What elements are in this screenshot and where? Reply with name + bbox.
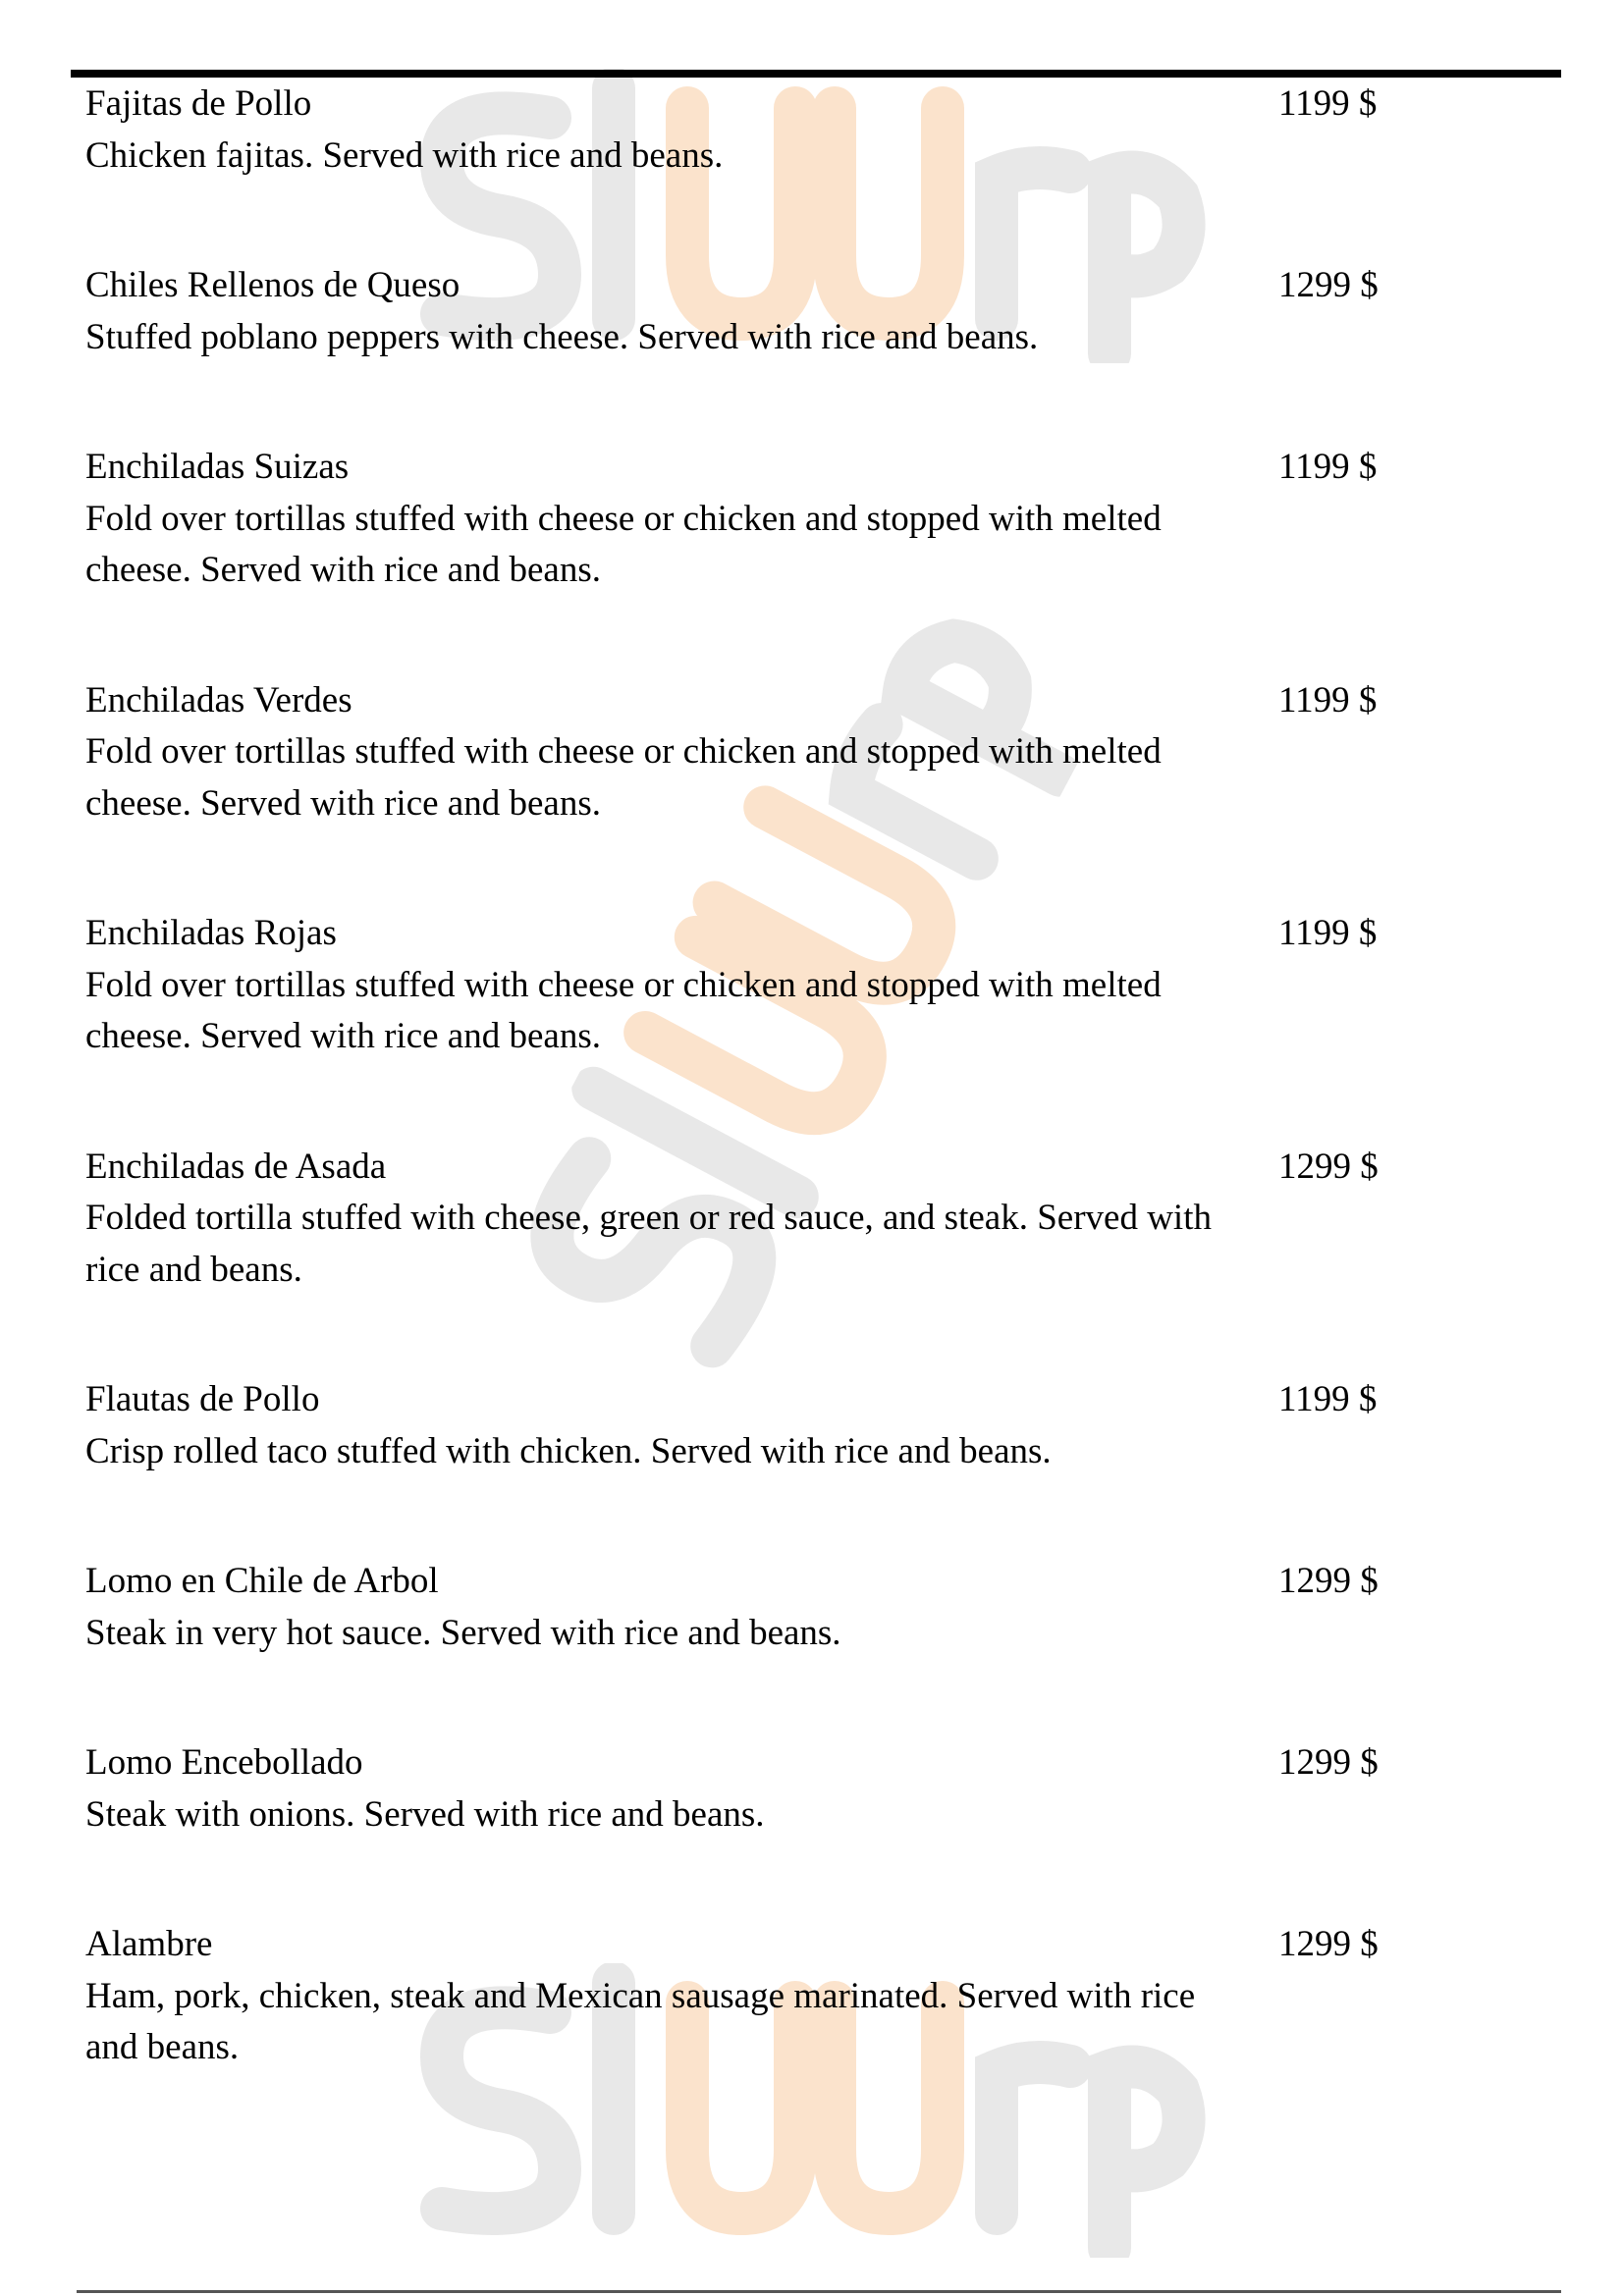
item-price: 1199 $ <box>1278 1379 1378 1419</box>
item-description: Ham, pork, chicken, steak and Mexican sausage marinated. Served with rice and beans. <box>85 1975 1196 2067</box>
item-price: 1199 $ <box>1278 447 1378 487</box>
item-name: Enchiladas Verdes <box>85 679 352 721</box>
menu-item <box>85 1737 1558 1841</box>
item-price: 1199 $ <box>1278 679 1378 721</box>
item-price: 1199 $ <box>1278 83 1378 124</box>
item-name: Flautas de Pollo <box>85 1379 320 1419</box>
menu-list <box>85 79 1558 2153</box>
item-description: Chicken fajitas. Served with rice and beans. <box>85 134 724 176</box>
item-price: 1299 $ <box>1278 1924 1379 1964</box>
menu-item <box>85 1919 1558 2074</box>
menu-item <box>85 1142 1558 1297</box>
item-price: 1299 $ <box>1278 1146 1379 1187</box>
top-divider <box>71 70 1561 78</box>
item-description: Stuffed poblano peppers with cheese. Served with rice and beans. <box>85 316 1039 357</box>
item-name: Enchiladas Rojas <box>85 913 337 953</box>
item-name: Fajitas de Pollo <box>85 83 312 124</box>
item-name: Lomo Encebollado <box>85 1742 363 1783</box>
menu-item <box>85 908 1558 1063</box>
menu-item <box>85 260 1558 363</box>
menu-item <box>85 79 1558 182</box>
item-price: 1299 $ <box>1278 1742 1379 1783</box>
item-description: Crisp rolled taco stuffed with chicken. Served with rice and beans. <box>85 1430 1052 1471</box>
item-name: Enchiladas de Asada <box>85 1146 387 1187</box>
item-price: 1299 $ <box>1278 265 1379 305</box>
menu-item <box>85 1556 1558 1659</box>
menu-item <box>85 1374 1558 1477</box>
item-name: Chiles Rellenos de Queso <box>85 265 460 305</box>
item-price: 1299 $ <box>1278 1561 1379 1601</box>
bottom-divider <box>77 2290 1561 2293</box>
menu-item <box>85 675 1558 830</box>
item-name: Alambre <box>85 1924 213 1964</box>
item-name: Enchiladas Suizas <box>85 447 350 487</box>
menu-item <box>85 442 1558 597</box>
item-name: Lomo en Chile de Arbol <box>85 1561 439 1601</box>
item-description: Steak in very hot sauce. Served with rice and beans. <box>85 1612 841 1653</box>
item-description: Fold over tortillas stuffed with cheese or chicken and stopped with melted cheese. Served with rice and beans. <box>85 498 1162 590</box>
item-description: Folded tortilla stuffed with cheese, green or red sauce, and steak. Served with rice and beans. <box>85 1198 1212 1290</box>
item-description: Steak with onions. Served with rice and beans. <box>85 1793 765 1835</box>
item-description: Fold over tortillas stuffed with cheese or chicken and stopped with melted cheese. Served with rice and beans. <box>85 964 1162 1056</box>
item-price: 1199 $ <box>1278 913 1378 953</box>
item-description: Fold over tortillas stuffed with cheese or chicken and stopped with melted cheese. Served with rice and beans. <box>85 731 1162 824</box>
